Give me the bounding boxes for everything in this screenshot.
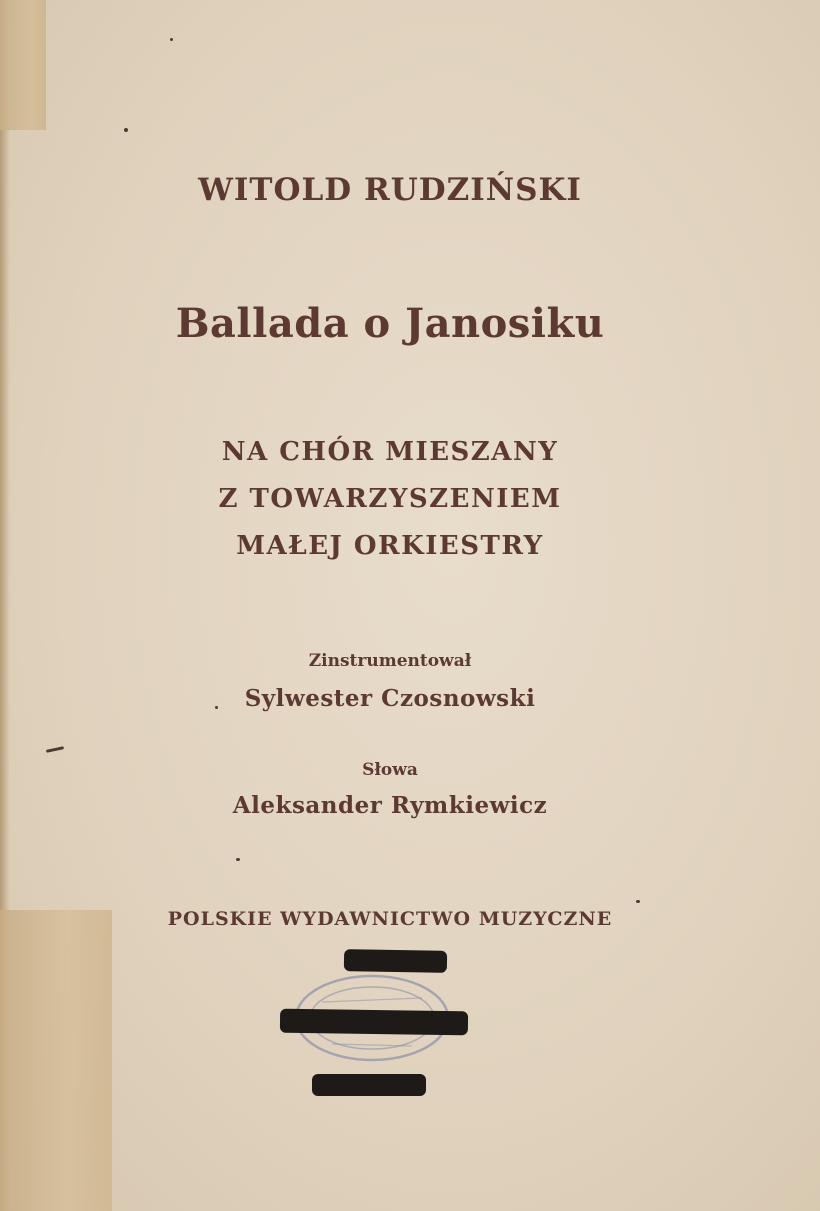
redaction-bar-2 — [280, 1009, 468, 1036]
aged-tape-bottom — [0, 910, 112, 1211]
paper-speck — [636, 900, 640, 903]
paper-speck — [215, 706, 218, 709]
paper-speck — [46, 746, 64, 753]
words-author-name: Aleksander Rymkiewicz — [232, 792, 548, 819]
aged-tape-top — [0, 0, 46, 130]
paper-speck — [124, 128, 128, 132]
subtitle-line-2: Z TOWARZYSZENIEM — [218, 484, 562, 514]
subtitle-line-3: MAŁEJ ORKIESTRY — [236, 531, 544, 561]
redaction-bar-3 — [312, 1074, 426, 1096]
work-title: Ballada o Janosiku — [175, 300, 605, 347]
subtitle-line-1: NA CHÓR MIESZANY — [221, 437, 559, 467]
words-label: Słowa — [362, 760, 418, 780]
paper-speck — [170, 38, 173, 41]
instrumented-by-name: Sylwester Czosnowski — [244, 685, 536, 712]
paper-speck — [236, 858, 240, 861]
publisher-name: POLSKIE WYDAWNICTWO MUZYCZNE — [167, 908, 613, 930]
instrumented-by-label: Zinstrumentował — [308, 651, 472, 671]
redaction-bar-1 — [344, 949, 447, 973]
author-name: WITOLD RUDZIŃSKI — [198, 172, 582, 208]
